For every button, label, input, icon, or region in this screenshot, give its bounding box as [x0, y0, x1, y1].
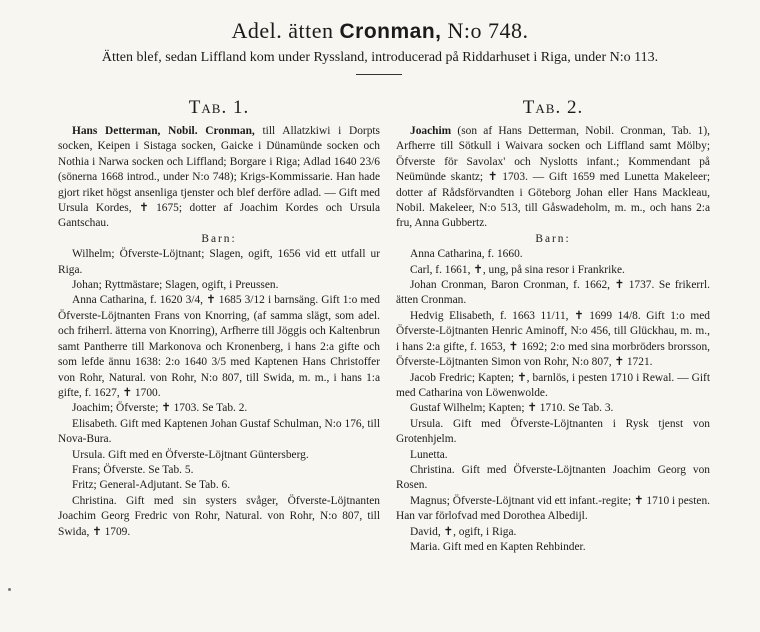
list-item: Anna Catharina, f. 1620 3/4, ✝ 1685 3/12 i barnsäng. Gift 1:o med Öfverste-Löjtnanten Frans von Knorring, (af samma slägt, som adel. och friherrl. ätterna von Knorring), Arfherre till Jöggis och Kaltenbrun samt Pantherre till Markonova och Kronenberg, i hans 2:a gifte och som lefde ännu 1638: 2:o 1640 3/5 med Kaptenen Hans Christoffer von Rohr, Natural. von Rohr, N:o 807, till Swida, m. m., i hans 1:a gifte, f. 1627, ✝ 1700. [58, 294, 380, 399]
list-item: Frans; Öfverste. Se Tab. 5. [72, 463, 194, 476]
family-name: Cronman, [339, 20, 442, 43]
list-item: Anna Catharina, f. 1660. [410, 248, 523, 261]
column-tab-2 [396, 96, 710, 555]
margin-dot [8, 588, 11, 591]
tab-2-intro-text: (son af Hans Detterman, Nobil. Cronman, Tab. 1), Arfherre till Sötkull i Waivara socken och Liffland samt Mölby; Öfverste för Savolax' och Nyslotts infant.; Kommendant på Neümünde skantz; ✝ 1703. — Gift 1659 med Lunetta Makeleer; dotter af Rådsförvandten i Göteborg Johan eller Hans Mackleau, Nobil. Makeleer, N:o 513, till Gåswadeholm, m. m., och hans 2:a fru, Anna Gubbertz. [396, 125, 710, 230]
tab-2-intro-name: Joachim [410, 125, 452, 137]
list-item: Maria. Gift med en Kapten Rehbinder. [410, 540, 586, 553]
list-item: Gustaf Wilhelm; Kapten; ✝ 1710. Se Tab. 3. [410, 402, 614, 415]
title-number: N:o 748. [441, 18, 529, 43]
list-item: Elisabeth. Gift med Kaptenen Johan Gustaf Schulman, N:o 176, till Nova-Bura. [58, 417, 380, 446]
list-item: Wilhelm; Öfverste-Löjtnant; Slagen, ogift, 1656 vid ett utfall ur Riga. [58, 248, 380, 276]
tab-2-barn-label: Barn: [535, 232, 571, 245]
list-item: David, ✝, ogift, i Riga. [410, 525, 517, 538]
page-title [0, 18, 760, 44]
list-item: Carl, f. 1661, ✝, ung, på sina resor i Frankrike. [410, 263, 625, 276]
tab-1-heading: Tab. 1. [188, 97, 250, 118]
tab-1-barn-label: Barn: [201, 232, 237, 245]
tab-1-intro-text: till Allatzkiwi i Dorpts socken, Keipen i Sistaga socken, Gaicke i Dünamünde socken och Nothia i Narwa socken och Liffland; Borgare i Riga; Adlad 1640 23/6 (sönerna 1668 introd., under N:o 748); Krigs-Kommissarie. Han hade gjort riket högst ansenliga tjenster och blef derföre adlad. — Gift med Ursula Kordes, ✝ 1675; dotter af Joachim Kordes och Ursula Gantschau. [58, 125, 380, 230]
list-item: Ursula. Gift med Öfverste-Löjtnanten i Rysk tjenst von Grotenhjelm. [396, 417, 710, 446]
tab-1-intro-name: Hans Detterman, Nobil. Cronman, [72, 125, 255, 137]
tab-1-intro [58, 124, 380, 232]
page-subtitle: Ätten blef, sedan Liffland kom under Ryssland, introducerad på Riddarhuset i Riga, under N:o 113. [101, 50, 659, 65]
tab-2-heading: Tab. 2. [522, 97, 584, 118]
list-item: Jacob Fredric; Kapten; ✝, barnlös, i pesten 1710 i Rewal. — Gift med Catharina von Löwenwolde. [396, 371, 710, 399]
list-item: Ursula. Gift med en Öfverste-Löjtnant Güntersberg. [72, 448, 309, 461]
list-item: Joachim; Öfverste; ✝ 1703. Se Tab. 2. [72, 402, 248, 415]
list-item: Lunetta. [410, 448, 448, 461]
list-item: Magnus; Öfverste-Löjtnant vid ett infant.-regite; ✝ 1710 i pesten. Han var förlofvad med Dorothea Albedijl. [396, 494, 710, 523]
title-prefix: Adel. ätten [231, 18, 340, 43]
list-item: Hedvig Elisabeth, f. 1663 11/11, ✝ 1699 14/8. Gift 1:o med Öfverste-Löjtnanten Henric Aminoff, N:o 456, till Glückhau, m. m., i hans 2:a gifte, f. 1653, ✝ 1692; 2:o med sina morbröders brorsson, Öfverste-Löjtnanten Simon von Rohr, N:o 807, ✝ 1721. [396, 309, 710, 369]
list-item: Christina. Gift med Öfverste-Löjtnanten Joachim Georg von Rosen. [396, 463, 710, 492]
column-tab-1 [58, 96, 380, 540]
tab-2-intro [396, 124, 710, 232]
list-item: Christina. Gift med sin systers svåger, Öfverste-Löjtnanten Joachim Georg Fredric von Rohr, Natural. von Rohr, N:o 807, till Swida, ✝ 1709. [58, 494, 380, 538]
list-item: Fritz; General-Adjutant. Se Tab. 6. [72, 479, 231, 492]
divider-rule [356, 74, 402, 75]
list-item: Johan; Ryttmästare; Slagen, ogift, i Preussen. [72, 279, 279, 292]
list-item: Johan Cronman, Baron Cronman, f. 1662, ✝ 1737. Se frikerrl. ätten Cronman. [396, 279, 710, 307]
